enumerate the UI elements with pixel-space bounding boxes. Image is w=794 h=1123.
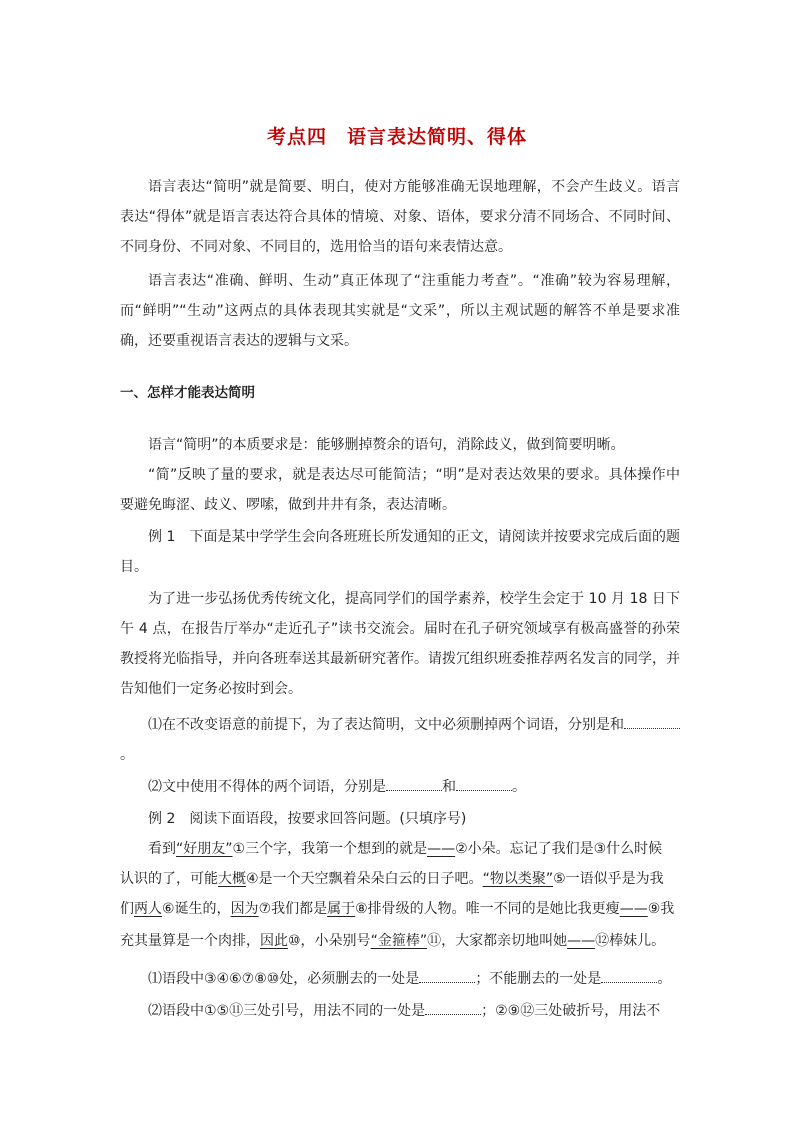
punctuation: 。 — [120, 747, 134, 763]
underlined-text: “好朋友” — [176, 841, 233, 857]
text-segment: ⑩，小朵别号 — [288, 933, 371, 949]
text-segment: ⑤一语似乎是为我 — [553, 871, 664, 887]
conjunction: 和 — [442, 779, 456, 795]
underlined-text: 因此 — [260, 933, 288, 949]
question-text: ；不能删去的一处是 — [475, 971, 602, 987]
answer-blank[interactable] — [419, 966, 475, 983]
underlined-text: 大概 — [218, 871, 246, 887]
question-text: ⑴语段中③④⑥⑦⑧⑩处，必须删去的一处是 — [148, 971, 420, 987]
page-title: 考点四 语言表达简明、得体 — [266, 126, 527, 148]
text-segment: 看到 — [148, 841, 176, 857]
text-segment: ⑦我们都是 — [258, 901, 328, 917]
answer-blank[interactable] — [624, 712, 680, 729]
intro-paragraph-2: 语言表达“准确、鲜明、生动”真正体现了“注重能力考查”。“准确”较为容易理解，而“鲜明”“生动”这两点的具体表现其实就是“文采”，所以主观试题的解答不单是要求准确，还要重视语言表达的逻辑与文采。 — [120, 273, 680, 349]
example-1-question-1 — [120, 710, 680, 770]
text-segment: 认识的了，可能 — [120, 871, 218, 887]
punctuation: 。 — [657, 971, 672, 987]
answer-blank[interactable] — [601, 966, 657, 983]
text-segment: ④是一个天空飘着朵朵白云的日子吧。 — [246, 871, 483, 887]
section-paragraph-1: 语言“简明”的本质要求是：能够删掉赘余的语句，消除歧义，做到简要明晰。 — [148, 437, 625, 453]
example-2-line-4 — [120, 930, 690, 950]
text-segment: ⑥诞生的， — [162, 901, 231, 917]
punctuation: 。 — [512, 779, 526, 795]
question-text: ⑵语段中①⑤⑪三处引号，用法不同的一处是 — [148, 1003, 426, 1019]
text-segment: ①三个字，我第一个想到的就是 — [232, 841, 428, 857]
example-2-question-2 — [148, 998, 688, 1020]
text-segment: ②小朵。忘记了我们是③什么时候 — [455, 841, 663, 857]
underlined-text: —— — [619, 901, 648, 917]
intro-paragraph-1: 语言表达“简明”就是简要、明白，使对方能够准确无误地理解，不会产生歧义。语言表达“得体”就是语言表达符合具体的情境、对象、语体，要求分清不同场合、不同时间、不同身份、不同对象、不同目的，选用恰当的语句来表情达意。 — [120, 179, 680, 255]
text-segment: ⑪，大家都亲切地叫她 — [427, 933, 568, 949]
section-heading: 一、怎样才能表达简明 — [120, 385, 255, 401]
underlined-text: —— — [427, 841, 456, 857]
text-segment: 充其量算是一个肉排， — [120, 933, 260, 949]
conjunction: 和 — [610, 717, 624, 733]
answer-blank[interactable] — [456, 774, 512, 791]
example-2-question-1 — [148, 966, 688, 988]
underlined-text: “物以类聚” — [482, 871, 554, 887]
underlined-text: 属于 — [327, 901, 356, 917]
example-1-label: 例 1 下面是某中学学生会向各班班长所发通知的正文，请阅读并按要求完成后面的题目。 — [120, 529, 680, 575]
underlined-text: 因为 — [230, 901, 259, 917]
section-paragraph-2: “简”反映了量的要求，就是表达尽可能简洁；“明”是对表达效果的要求。具体操作中要避免晦涩、歧义、啰嗦，做到井井有条，表达清晰。 — [120, 467, 680, 513]
underlined-text: —— — [567, 933, 596, 949]
question-text: ⑴在不改变语意的前提下，为了表达简明，文中必须删掉两个词语，分别是 — [148, 717, 610, 733]
underlined-text: 两人 — [134, 901, 162, 917]
example-2-line-2 — [120, 868, 690, 888]
underlined-text: “金箍棒” — [370, 933, 428, 949]
text-segment: ⑫棒妹儿。 — [595, 933, 666, 949]
example-1-question-2 — [120, 772, 680, 802]
answer-blank[interactable] — [425, 998, 481, 1015]
example-1-notice: 为了进一步弘扬优秀传统文化，提高同学们的国学素养，校学生会定于 10 月 18 日下午 4 点，在报告厅举办“走近孔子”读书交流会。届时在孔子研究领域享有极高盛誉的孙荣教授将光临指导，并向各班奉送其最新研究著作。请拨冗组织班委推荐两名发言的同学，并告知他们一定务必按时到会。 — [120, 591, 680, 697]
text-segment: ⑨我 — [647, 901, 675, 917]
example-2-label: 例 2 阅读下面语段，按要求回答问题。(只填序号) — [148, 811, 467, 827]
text-segment: 们 — [120, 901, 134, 917]
text-segment: ⑧排骨级的人物。唯一不同的是她比我更瘦 — [355, 901, 620, 917]
example-2-line-1 — [148, 838, 688, 858]
answer-blank[interactable] — [386, 774, 442, 791]
example-2-line-3 — [120, 898, 690, 918]
question-text: ⑵文中使用不得体的两个词语，分别是 — [148, 779, 386, 795]
question-text: ；②⑨⑫三处破折号，用法不 — [481, 1003, 661, 1019]
